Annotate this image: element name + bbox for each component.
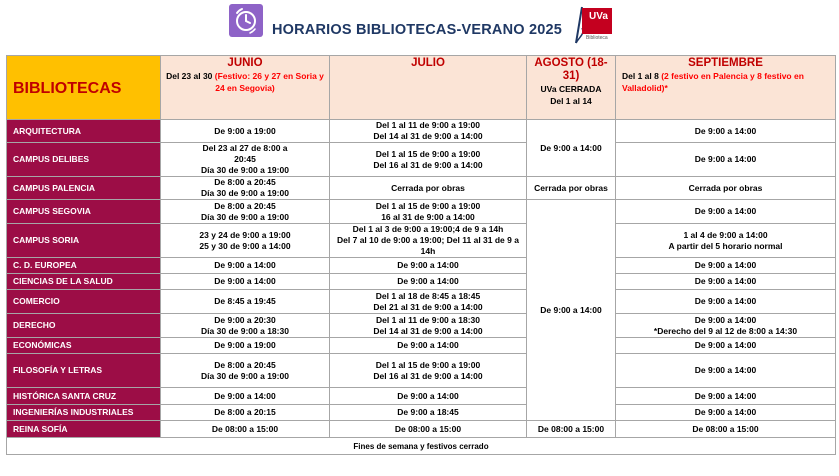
august-hours-cell: De 9:00 a 14:00: [527, 120, 616, 177]
june-hours-cell: [161, 274, 330, 290]
july-hours-cell-line: De 9:00 a 14:00: [397, 390, 459, 401]
september-hours-cell-line: De 9:00 a 14:00: [694, 340, 757, 350]
june-hours-cell-line: De 9:00 a 14:00: [214, 390, 276, 401]
june-hours-cell-line: De 9:00 a 19:00: [214, 125, 276, 136]
september-hours-cell: [616, 274, 836, 290]
table-row: [7, 200, 836, 224]
september-note-dates: Del 1 al 8: [622, 71, 662, 81]
june-hours-cell-line: 23 y 24 de 9:00 a 19:00: [199, 229, 291, 240]
september-hours-cell-line: De 9:00 a 14:00: [694, 276, 757, 286]
table-row: [7, 338, 836, 354]
september-column-header: [616, 56, 836, 120]
september-month-label: SEPTIEMBRE: [688, 57, 763, 69]
september-hours-cell-line: De 9:00 a 14:00: [694, 206, 757, 216]
table-row: [7, 177, 836, 200]
logo-subtext: Biblioteca: [586, 35, 608, 41]
library-name: REINA SOFÍA: [7, 421, 161, 438]
june-hours-cell: [161, 258, 330, 274]
september-hours-cell: [616, 388, 836, 405]
july-hours-cell-line: Del 14 al 31 de 9:00 a 14:00: [373, 325, 483, 336]
august-closed-dates: Del 1 al 14: [550, 96, 592, 106]
september-hours-cell-line: De 9:00 a 14:00: [694, 314, 757, 325]
page-header: [0, 0, 839, 54]
june-hours-cell-line: De 9:00 a 14:00: [214, 276, 276, 286]
footer-row: [7, 438, 836, 455]
library-name: FILOSOFÍA Y LETRAS: [7, 354, 161, 388]
august-hours-cell: De 9:00 a 14:00: [527, 200, 616, 421]
july-hours-cell: [330, 200, 527, 224]
june-hours-cell-line: De 8:00 a 20:45: [214, 359, 276, 370]
june-hours-cell: [161, 143, 330, 177]
july-hours-cell: [330, 224, 527, 258]
september-hours-cell-line: De 9:00 a 14:00: [694, 296, 757, 306]
table-row: [7, 258, 836, 274]
july-hours-cell-line: Del 16 al 31 de 9:00 a 14:00: [373, 370, 483, 381]
july-hours-cell-line: De 08:00 a 15:00: [394, 423, 462, 434]
libraries-column-header: BIBLIOTECAS: [7, 56, 161, 120]
june-hours-cell: [161, 200, 330, 224]
june-hours-cell-line: De 9:00 a 14:00: [214, 260, 276, 270]
july-hours-cell: [330, 143, 527, 177]
june-column-header: [161, 56, 330, 120]
september-note-holidays: (2 festivo en Palencia y 8 festivo en Valladolid)*: [622, 71, 804, 93]
september-hours-cell: [616, 338, 836, 354]
library-name: CAMPUS SORIA: [7, 224, 161, 258]
september-hours-cell-line: De 9:00 a 14:00: [694, 390, 757, 401]
table-row: [7, 388, 836, 405]
september-hours-cell: [616, 314, 836, 338]
logo-badge: UVa: [582, 8, 612, 34]
june-hours-cell-line: 20:45: [234, 154, 256, 164]
june-hours-cell-line: De 8:45 a 19:45: [214, 296, 276, 306]
september-hours-cell-line: De 9:00 a 14:00: [694, 154, 757, 164]
september-hours-cell-line: De 9:00 a 14:00: [694, 407, 757, 417]
september-hours-cell-line: A partir del 5 horario normal: [668, 240, 783, 251]
library-name: CAMPUS PALENCIA: [7, 177, 161, 200]
july-hours-cell: [330, 354, 527, 388]
july-hours-cell-line: De 9:00 a 18:45: [397, 407, 459, 417]
june-hours-cell: [161, 120, 330, 143]
june-month-label: JUNIO: [227, 57, 263, 69]
june-hours-cell-line: Día 30 de 9:00 a 19:00: [201, 165, 289, 175]
table-row: [7, 143, 836, 177]
september-hours-cell: [616, 143, 836, 177]
table-row: [7, 354, 836, 388]
september-hours-cell-line: De 08:00 a 15:00: [692, 423, 759, 434]
june-hours-cell-line: De 8:00 a 20:45: [214, 177, 276, 187]
june-hours-cell: [161, 314, 330, 338]
library-name: CIENCIAS DE LA SALUD: [7, 274, 161, 290]
august-hours-cell: [527, 177, 616, 200]
july-hours-cell: [330, 314, 527, 338]
june-hours-cell: [161, 405, 330, 421]
table-body: [7, 120, 836, 455]
july-hours-cell-line: Del 1 al 3 de 9:00 a 19:00;4 de 9 a 14h: [352, 224, 504, 234]
june-hours-cell: [161, 354, 330, 388]
june-hours-cell-line: Día 30 de 9:00 a 19:00: [201, 211, 289, 222]
june-hours-cell-line: Día 30 de 9:00 a 19:00: [201, 188, 289, 198]
library-name: CAMPUS SEGOVIA: [7, 200, 161, 224]
september-hours-cell-line: *Derecho del 9 al 12 de 8:00 a 14:30: [653, 325, 798, 336]
september-hours-cell-line: De 9:00 a 14:00: [694, 365, 757, 375]
september-hours-cell: [616, 120, 836, 143]
august-hours-cell: [527, 421, 616, 438]
library-name: ARQUITECTURA: [7, 120, 161, 143]
july-hours-cell-line: Del 7 al 10 de 9:00 a 19:00; Del 11 al 31 de 9 a 14h: [337, 235, 519, 256]
june-hours-cell-line: De 9:00 a 20:30: [214, 314, 276, 325]
july-hours-cell-line: Del 1 al 11 de 9:00 a 19:00: [376, 120, 480, 130]
schedule-table: [6, 55, 836, 455]
july-hours-cell-line: Del 1 al 11 de 9:00 a 18:30: [376, 314, 480, 325]
table-row: [7, 120, 836, 143]
september-hours-cell: [616, 177, 836, 200]
june-hours-cell-line: Día 30 de 9:00 a 18:30: [201, 325, 289, 336]
july-hours-cell: [330, 405, 527, 421]
july-hours-cell-line: Del 1 al 15 de 9:00 a 19:00: [375, 359, 481, 370]
july-month-label: JULIO: [411, 57, 445, 69]
june-hours-cell-line: De 08:00 a 15:00: [211, 423, 279, 434]
table-row: [7, 421, 836, 438]
september-hours-cell: [616, 258, 836, 274]
library-name: COMERCIO: [7, 290, 161, 314]
july-hours-cell-line: Del 1 al 18 de 8:45 a 18:45: [375, 290, 481, 301]
july-hours-cell-line: Del 1 al 15 de 9:00 a 19:00: [375, 148, 481, 159]
september-hours-cell: [616, 421, 836, 438]
july-hours-cell: [330, 177, 527, 200]
july-column-header: [330, 56, 527, 120]
june-hours-cell-line: Día 30 de 9:00 a 19:00: [201, 370, 289, 381]
calendar-clock-icon: [229, 4, 263, 37]
june-hours-cell: [161, 388, 330, 405]
september-hours-cell: [616, 354, 836, 388]
june-hours-cell: [161, 421, 330, 438]
july-hours-cell-line: 16 al 31 de 9:00 a 14:00: [381, 211, 475, 222]
june-hours-cell-line: De 8:00 a 20:15: [214, 407, 276, 417]
july-hours-cell: [330, 388, 527, 405]
june-note-holidays: (Festivo: 26 y 27 en Soria y 24 en Segovia): [214, 71, 324, 93]
july-hours-cell: [330, 258, 527, 274]
september-hours-cell-line: De 9:00 a 14:00: [694, 260, 757, 270]
july-hours-cell-line: Del 21 al 31 de 9:00 a 14:00: [373, 301, 483, 312]
july-hours-cell: [330, 421, 527, 438]
september-hours-cell: [616, 290, 836, 314]
june-note: [163, 70, 327, 94]
july-hours-cell-line: Del 16 al 31 de 9:00 a 14:00: [373, 159, 483, 170]
july-hours-cell-line: De 9:00 a 14:00: [397, 276, 459, 286]
june-hours-cell: [161, 338, 330, 354]
june-hours-cell-line: De 8:00 a 20:45: [214, 200, 276, 211]
september-hours-cell: [616, 405, 836, 421]
june-note-dates: Del 23 al 30: [166, 71, 215, 81]
august-month-label: AGOSTO (18-31): [534, 57, 608, 82]
june-hours-cell-line: De 9:00 a 19:00: [214, 340, 276, 350]
footer-note: Fines de semana y festivos cerrado: [7, 438, 836, 455]
july-hours-cell-line: Del 1 al 15 de 9:00 a 19:00: [375, 200, 481, 211]
table-row: [7, 314, 836, 338]
august-hours-cell-line: Cerrada por obras: [534, 182, 608, 193]
july-hours-cell-line: Cerrada por obras: [391, 182, 465, 193]
library-name: HISTÓRICA SANTA CRUZ: [7, 388, 161, 405]
september-hours-cell-line: De 9:00 a 14:00: [694, 125, 757, 136]
library-name: DERECHO: [7, 314, 161, 338]
july-hours-cell: [330, 274, 527, 290]
september-note: [618, 70, 833, 94]
september-hours-cell-line: 1 al 4 de 9:00 a 14:00: [683, 229, 768, 240]
table-row: [7, 224, 836, 258]
july-hours-cell-line: De 9:00 a 14:00: [397, 260, 459, 270]
july-hours-cell: [330, 338, 527, 354]
library-name: INGENIERÍAS INDUSTRIALES: [7, 405, 161, 421]
july-hours-cell-line: Del 14 al 31 de 9:00 a 14:00: [373, 131, 483, 141]
september-hours-cell: [616, 224, 836, 258]
september-hours-cell: [616, 200, 836, 224]
library-name: ECONÓMICAS: [7, 338, 161, 354]
table-row: [7, 274, 836, 290]
june-hours-cell: [161, 224, 330, 258]
july-hours-cell: [330, 120, 527, 143]
table-header-row: [7, 56, 836, 120]
august-hours-cell-line: De 08:00 a 15:00: [537, 423, 605, 434]
june-hours-cell-line: 25 y 30 de 9:00 a 14:00: [199, 240, 291, 251]
library-name: C. D. EUROPEA: [7, 258, 161, 274]
june-hours-cell: [161, 177, 330, 200]
june-hours-cell-line: Del 23 al 27 de 8:00 a: [202, 143, 288, 153]
table-row: [7, 290, 836, 314]
page-title: HORARIOS BIBLIOTECAS-VERANO 2025: [272, 22, 562, 38]
august-column-header: [527, 56, 616, 120]
august-closed-note: UVa CERRADA: [540, 84, 602, 94]
july-hours-cell: [330, 290, 527, 314]
july-hours-cell-line: De 9:00 a 14:00: [397, 340, 459, 350]
library-name: CAMPUS DELIBES: [7, 143, 161, 177]
uva-library-logo: [578, 6, 612, 42]
june-hours-cell: [161, 290, 330, 314]
september-hours-cell-line: Cerrada por obras: [688, 182, 763, 193]
table-row: [7, 405, 836, 421]
